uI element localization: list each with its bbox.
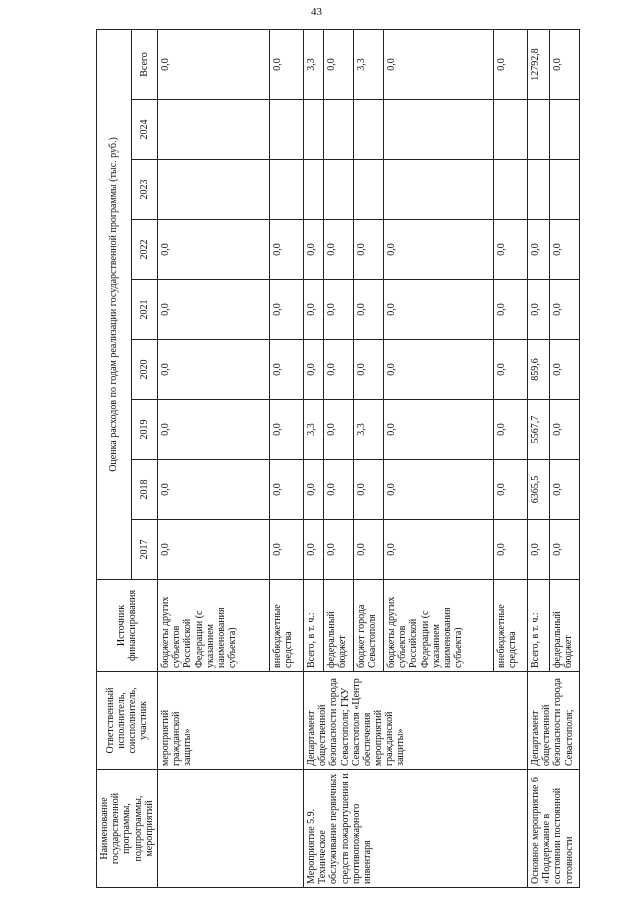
header-estimate: Оценка расходов по годам реализации государственной программы (тыс. руб.) [97, 29, 132, 579]
executor-cell: Департамент общественной безопасности города Севастополя; [527, 672, 579, 770]
year-value-cell: 0,0 [157, 400, 269, 460]
year-value-cell: 3,3 [303, 400, 323, 460]
year-value-cell: 0,0 [493, 460, 527, 520]
year-value-cell: 0,0 [527, 280, 549, 340]
year-value-cell: 0,0 [157, 340, 269, 400]
year-value-cell: 0,0 [549, 220, 579, 280]
year-value-cell: 0,0 [269, 460, 303, 520]
year-value-cell: 0,0 [269, 520, 303, 580]
funding-source-cell: бюджет города Севастополя [353, 580, 383, 672]
measure-name-cell: Мероприятие 5.9. Техническое обслуживание первичных средств пожаротушения и противопожарного инвентаря [303, 770, 527, 888]
table-row [527, 29, 549, 887]
header-source: Источник финансирования [97, 580, 158, 672]
year-value-cell: 859,6 [527, 340, 549, 400]
year-value-cell: 0,0 [303, 220, 323, 280]
year-value-cell: 0,0 [323, 220, 353, 280]
year-value-cell: 0,0 [157, 280, 269, 340]
year-value-cell: 6365,5 [527, 460, 549, 520]
year-value-cell: 0,0 [323, 520, 353, 580]
year-value-cell: 0,0 [527, 520, 549, 580]
executor-cell: мероприятий гражданской защиты» [157, 672, 303, 770]
year-value-cell: 0,0 [269, 220, 303, 280]
year-value-cell [323, 100, 353, 160]
year-value-cell: 0,0 [269, 280, 303, 340]
year-value-cell: 0,0 [383, 520, 493, 580]
year-value-cell [157, 100, 269, 160]
year-value-cell [383, 160, 493, 220]
year-value-cell: 0,0 [303, 280, 323, 340]
year-value-cell: 0,0 [353, 520, 383, 580]
rotated-table-container [96, 30, 614, 888]
measure-name-cell [157, 770, 303, 888]
year-value-cell [303, 100, 323, 160]
year-value-cell: 0,0 [323, 340, 353, 400]
year-value-cell: 0,0 [493, 280, 527, 340]
year-value-cell: 0,0 [323, 400, 353, 460]
header-year: 2020 [132, 340, 158, 400]
table-body [157, 29, 579, 887]
header-year: 2019 [132, 400, 158, 460]
year-value-cell: 0,0 [383, 220, 493, 280]
header-year: 2018 [132, 460, 158, 520]
year-value-cell [527, 100, 549, 160]
budget-table [96, 29, 580, 888]
year-value-cell: 0,0 [493, 220, 527, 280]
year-value-cell [269, 160, 303, 220]
header-year: 2022 [132, 220, 158, 280]
year-value-cell [493, 100, 527, 160]
year-value-cell: 0,0 [303, 460, 323, 520]
year-value-cell [157, 160, 269, 220]
year-value-cell: 0,0 [493, 340, 527, 400]
year-value-cell: 0,0 [549, 520, 579, 580]
year-value-cell: 0,0 [157, 460, 269, 520]
funding-source-cell: федеральный бюджет [549, 580, 579, 672]
year-value-cell [323, 160, 353, 220]
year-value-cell [527, 160, 549, 220]
year-value-cell: 0,0 [303, 520, 323, 580]
header-year: 2023 [132, 160, 158, 220]
year-value-cell [493, 160, 527, 220]
year-value-cell: 0,0 [353, 340, 383, 400]
year-value-cell: 0,0 [353, 280, 383, 340]
year-value-cell: 0,0 [383, 460, 493, 520]
funding-source-cell: Всего, в т. ч.: [303, 580, 323, 672]
funding-source-cell: внебюджетные средства [269, 580, 303, 672]
header-name: Наименование государственной программы, подпрограммы, мероприятий [97, 770, 158, 888]
year-value-cell: 0,0 [383, 280, 493, 340]
year-value-cell: 0,0 [549, 340, 579, 400]
funding-source-cell: федеральный бюджет [323, 580, 353, 672]
total-value-cell: 3,3 [303, 29, 323, 99]
year-value-cell: 3,3 [353, 400, 383, 460]
year-value-cell: 0,0 [493, 520, 527, 580]
year-value-cell: 0,0 [383, 400, 493, 460]
year-value-cell: 0,0 [323, 280, 353, 340]
year-value-cell [269, 100, 303, 160]
table-row [303, 29, 323, 887]
funding-source-cell: Всего, в т. ч.: [527, 580, 549, 672]
funding-source-cell: бюджеты других субъектов Российской Федерации (с указанием наименования субъекта) [383, 580, 493, 672]
funding-source-cell: бюджеты других субъектов Российской Федерации (с указанием наименования субъекта) [157, 580, 269, 672]
table-row [157, 29, 269, 887]
year-value-cell [303, 160, 323, 220]
year-value-cell: 0,0 [493, 400, 527, 460]
funding-source-cell: внебюджетные средства [493, 580, 527, 672]
year-value-cell: 0,0 [269, 400, 303, 460]
total-value-cell: 0,0 [493, 29, 527, 99]
table-header [97, 29, 158, 887]
year-value-cell: 0,0 [157, 520, 269, 580]
total-value-cell: 0,0 [549, 29, 579, 99]
total-value-cell: 3,3 [353, 29, 383, 99]
year-value-cell [353, 100, 383, 160]
year-value-cell: 0,0 [383, 340, 493, 400]
total-value-cell: 0,0 [383, 29, 493, 99]
year-value-cell: 0,0 [527, 220, 549, 280]
total-value-cell: 0,0 [323, 29, 353, 99]
page-number: 43 [311, 6, 322, 18]
header-year: 2017 [132, 520, 158, 580]
year-value-cell: 0,0 [549, 460, 579, 520]
header-executor: Ответственный исполнитель, соисполнитель, участник [97, 672, 158, 770]
year-value-cell: 0,0 [157, 220, 269, 280]
year-value-cell: 0,0 [353, 220, 383, 280]
total-value-cell: 12792,8 [527, 29, 549, 99]
year-value-cell [353, 160, 383, 220]
header-year: 2024 [132, 100, 158, 160]
year-value-cell [383, 100, 493, 160]
year-value-cell: 0,0 [549, 280, 579, 340]
year-value-cell: 0,0 [353, 460, 383, 520]
year-value-cell: 0,0 [303, 340, 323, 400]
year-value-cell [549, 100, 579, 160]
total-value-cell: 0,0 [157, 29, 269, 99]
year-value-cell [549, 160, 579, 220]
header-year: 2021 [132, 280, 158, 340]
year-value-cell: 0,0 [549, 400, 579, 460]
executor-cell: Департамент общественной безопасности города Севастополя; ГКУ Севастополя «Центр обеспечения мероприятий гражданской защиты» [303, 672, 527, 770]
measure-name-cell: Основное мероприятие 6 «Поддержание в состоянии постоянной готовности [527, 770, 579, 888]
year-value-cell: 0,0 [323, 460, 353, 520]
total-value-cell: 0,0 [269, 29, 303, 99]
year-value-cell: 0,0 [269, 340, 303, 400]
header-total: Всего [132, 29, 158, 99]
year-value-cell: 5567,7 [527, 400, 549, 460]
